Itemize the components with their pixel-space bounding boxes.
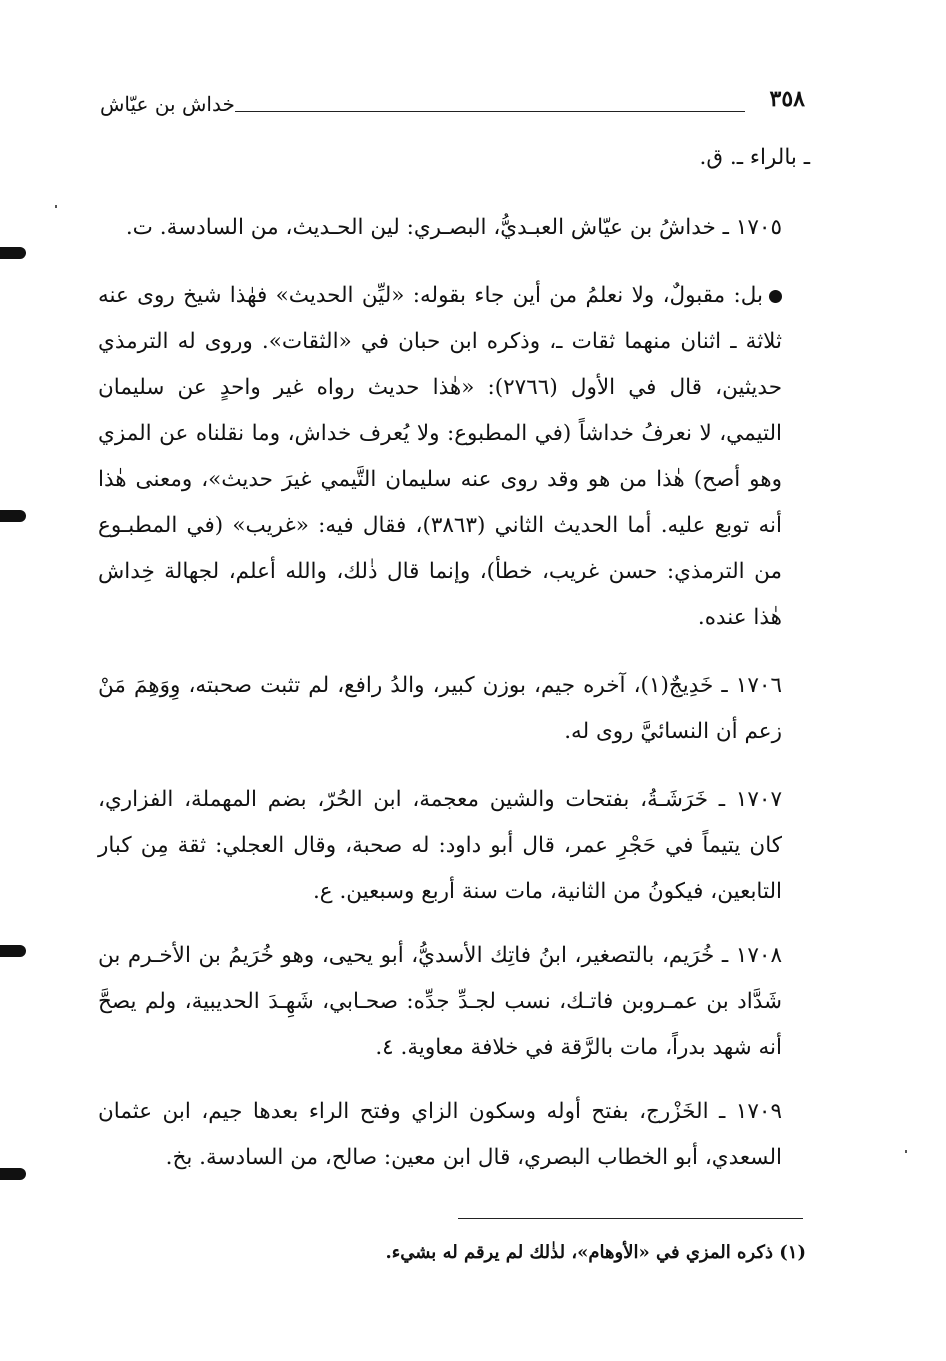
scan-speck — [905, 1150, 907, 1153]
entry-1707: ١٧٠٧ ـ خَرَشَـةُ، بفتحات والشين معجمة، ابن الحُرّ، بضم المهملة، الفزاري، كان يتيماً في حَجْرِ عمر، قال أبو داود: له صحبة، وقال العجلي: ثقة مِن كبار التابعين، فيكونُ من الثانية، مات سنة أربع وسبعين. ع. — [98, 787, 782, 904]
header-rule — [235, 111, 745, 112]
bullet-icon — [769, 290, 782, 303]
binding-mark — [0, 1168, 26, 1180]
running-title: خداش بن عيّاش — [100, 92, 235, 116]
page-header — [100, 86, 805, 126]
binding-mark — [0, 945, 26, 957]
scan-speck — [55, 205, 57, 208]
entry-1706: ١٧٠٦ ـ خَدِيجٌ(١)، آخره جيم، بوزن كبير، والدُ رافع، لم تثبت صحبته، وِوَهِمَ مَنْ زعم أن النسائيَّ روى له. — [98, 673, 782, 744]
commentary-text: بل: مقبولٌ، ولا نعلمُ من أين جاء بقوله: «ليِّن الحديث» فهٰذا شيخ روى عنه ثلاثة ـ اثنان منهما ثقات ـ، وذكره ابن حبان في «الثقات». وروى له الترمذي حديثين، قال في الأول (٢٧٦٦): «هٰذا حديث رواه غير واحدٍ عن سليمان التيمي، لا نعرفُ خداشاً (في المطبوع: ولا يُعرف خداش، وما نقلناه عن المزي وهو أصح) هٰذا من هو وقد روى عنه سليمان التَّيمي غيرَ حديث»، ومعنى هٰذا أنه توبع عليه. أما الحديث الثاني (٣٨٦٣)، فقال فيه: «غريب» (في المطبـوع من الترمذي: حسن غريب، خطأ)، وإنما قال ذٰلك، والله أعلم، لجهالة خِداش هٰذا عنده. — [98, 283, 782, 630]
binding-mark — [0, 247, 26, 259]
entry-1705: ١٧٠٥ ـ خداشُ بن عيّاش العبـديُّ، البصـري: لين الحـديث، من السادسة. ت. — [125, 215, 782, 240]
continuation-line: ـ بالراء ـ. ق. — [699, 145, 810, 170]
footnote-rule — [458, 1218, 803, 1219]
commentary-paragraph — [98, 273, 810, 641]
footnote: (١) ذكره المزي في «الأوهام»، لذٰلك لم يرقم له بشيء. — [385, 1242, 806, 1263]
entry-1708: ١٧٠٨ ـ خُرَيم، بالتصغير، ابنُ فاتِك الأسديُّ، أبو يحيى، وهو خُرَيمُ بن الأخـرم بن شَدَّاد بن عمـروبن فاتـك، نسب لجـدِّ جدِّه: صحـابي، شَهِـدَ الحديبية، ولم يصحَّ أنه شهد بدراً، مات بالرَّقة في خلافة معاوية. ٤. — [98, 943, 782, 1060]
body-text — [98, 135, 810, 1203]
page-number: ٣٥٨ — [769, 86, 805, 112]
binding-mark — [0, 510, 26, 522]
entry-1709: ١٧٠٩ ـ الخَزْرج، بفتح أوله وسكون الزاي وفتح الراء بعدها جيم، ابن عثمان السعدي، أبو الخطاب البصري، قال ابن معين: صالح، من السادسة. بخ. — [98, 1099, 782, 1170]
